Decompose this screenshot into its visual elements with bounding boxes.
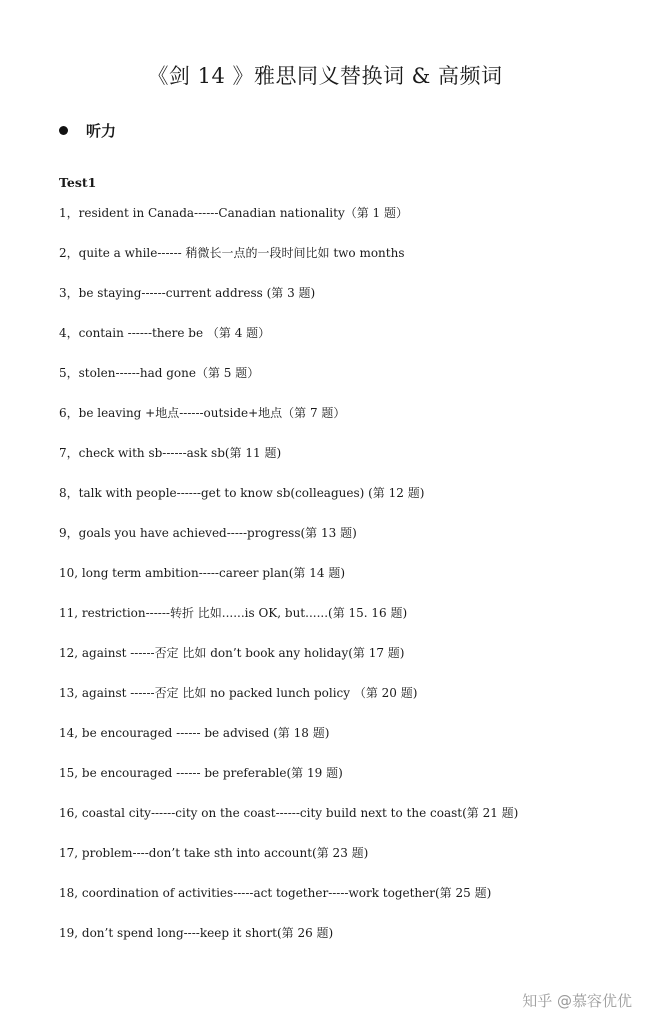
list-item: 17, problem----don’t take sth into account(第 23 题)	[59, 846, 369, 860]
list-item: 12, against ------否定 比如 don’t book any holiday(第 17 题)	[59, 646, 405, 660]
list-item: 3，be staying------current address (第 3 题)	[59, 286, 316, 300]
list-item: 5，stolen------had gone（第 5 题）	[59, 366, 260, 380]
list-item: 4，contain ------there be （第 4 题）	[59, 326, 271, 340]
list-item: 10, long term ambition-----career plan(第 14 题)	[59, 566, 346, 580]
list-item: 7，check with sb------ask sb(第 11 题)	[59, 446, 282, 460]
section-title: 听力	[86, 122, 117, 140]
section-heading	[59, 120, 116, 141]
list-item: 8，talk with people------get to know sb(colleagues) (第 12 题)	[59, 486, 425, 500]
watermark: 知乎 @慕容优优	[522, 992, 632, 1010]
list-item: 2，quite a while------ 稍微长一点的一段时间比如 two months	[59, 246, 405, 260]
list-item: 15, be encouraged ------ be preferable(第 19 题)	[59, 766, 343, 780]
list-item: 18, coordination of activities-----act together-----work together(第 25 题)	[59, 886, 492, 900]
list-item: 19, don’t spend long----keep it short(第 26 题)	[59, 926, 334, 940]
list-item: 1，resident in Canada------Canadian nationality（第 1 题）	[59, 206, 409, 220]
bullet-icon	[59, 126, 68, 135]
list-item: 13, against ------否定 比如 no packed lunch policy （第 20 题)	[59, 686, 418, 700]
list-item: 14, be encouraged ------ be advised (第 18 题)	[59, 726, 330, 740]
list-item: 16, coastal city------city on the coast------city build next to the coast(第 21 题)	[59, 806, 519, 820]
document-title: 《剑 14 》雅思同义替换词 & 高频词	[147, 64, 503, 88]
list-item: 6，be leaving +地点------outside+地点（第 7 题）	[59, 406, 346, 420]
test-subheading: Test1	[59, 175, 97, 190]
list-item: 9，goals you have achieved-----progress(第 13 题)	[59, 526, 357, 540]
list-item: 11, restriction------转折 比如......is OK, but......(第 15. 16 题)	[59, 606, 408, 620]
synonym-list	[59, 202, 518, 962]
